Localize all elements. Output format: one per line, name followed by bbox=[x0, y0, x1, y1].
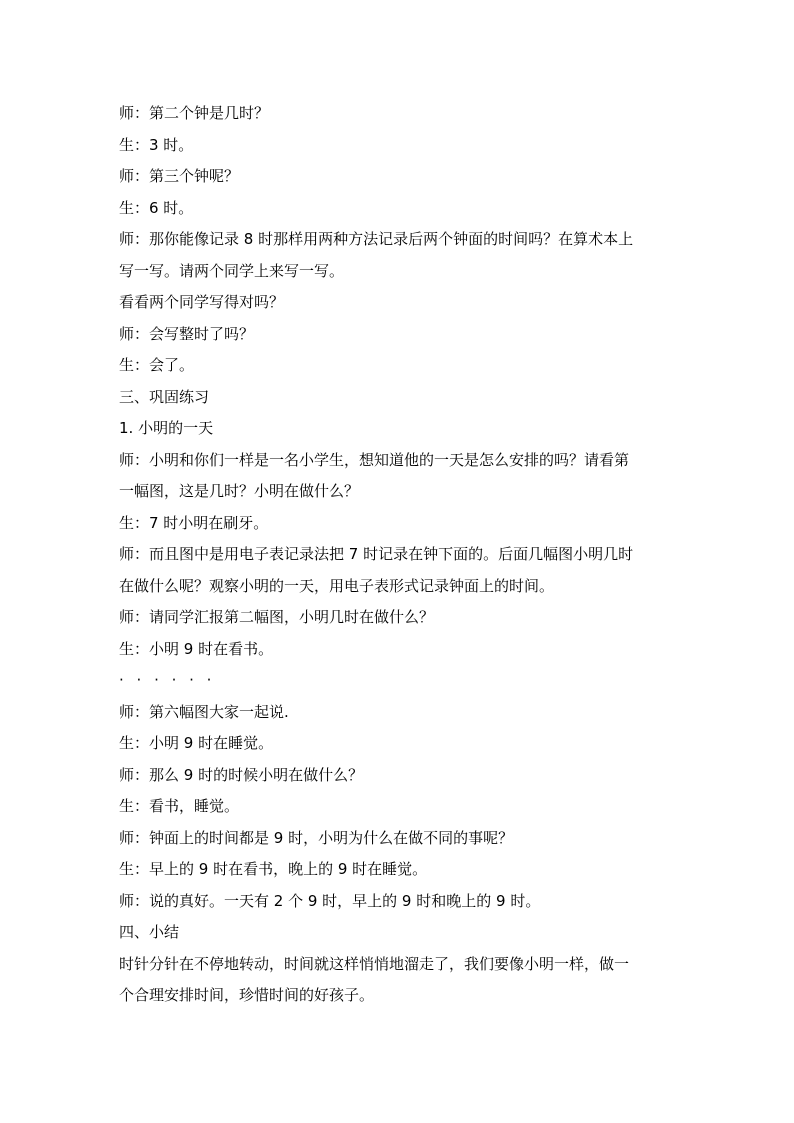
dialogue-line: 生：小明 9 时在睡觉。 bbox=[119, 734, 274, 752]
dialogue-line: 师：那你能像记录 8 时那样用两种方法记录后两个钟面的时间吗？在算术本上 bbox=[119, 230, 634, 248]
dialogue-line: 在做什么呢？观察小明的一天，用电子表形式记录钟面上的时间。 bbox=[119, 576, 555, 595]
dialogue-line: 师：钟面上的时间都是 9 时，小明为什么在做不同的事呢？ bbox=[119, 828, 514, 847]
dialogue-line: 生：3 时。 bbox=[119, 135, 194, 154]
dialogue-line: 生：小明 9 时在看书。 bbox=[119, 639, 274, 658]
dialogue-line: 生：会了。 bbox=[119, 356, 195, 374]
section-heading: 四、小结 bbox=[119, 923, 180, 941]
dialogue-line: 师：请同学汇报第二幅图，小明几时在做什么？ bbox=[119, 608, 435, 626]
dialogue-line: 师：说的真好。一天有 2 个 9 时，早上的 9 时和晚上的 9 时。 bbox=[119, 891, 541, 910]
dialogue-line: 师：第二个钟是几时？ bbox=[119, 104, 270, 122]
dialogue-line: 写一写。请两个同学上来写一写。 bbox=[119, 261, 345, 280]
dialogue-line: 师：小明和你们一样是一名小学生，想知道他的一天是怎么安排的吗？请看第 bbox=[119, 450, 630, 469]
dialogue-line: 生：早上的 9 时在看书，晚上的 9 时在睡觉。 bbox=[119, 860, 428, 878]
section-heading: 三、巩固练习 bbox=[119, 387, 210, 406]
dialogue-line: 师：第六幅图大家一起说. bbox=[119, 702, 289, 721]
paragraph-line: 看看两个同学写得对吗？ bbox=[119, 293, 285, 311]
dialogue-line: 生：7 时小明在刷牙。 bbox=[119, 513, 269, 532]
ellipsis-dots: · · · · · · bbox=[119, 671, 216, 689]
dialogue-line: 师：会写整时了吗？ bbox=[119, 324, 255, 343]
subsection-heading: 1. 小明的一天 bbox=[119, 419, 214, 437]
paragraph-line: 个合理安排时间，珍惜时间的好孩子。 bbox=[119, 986, 375, 1004]
paragraph-line: 时针分针在不停地转动，时间就这样悄悄地溜走了，我们要像小明一样，做一 bbox=[119, 954, 630, 973]
dialogue-line: 师：那么 9 时的时候小明在做什么？ bbox=[119, 765, 364, 784]
dialogue-line: 一幅图，这是几时？小明在做什么？ bbox=[119, 482, 360, 500]
dialogue-line: 生：6 时。 bbox=[119, 198, 194, 217]
document-body bbox=[119, 98, 675, 1012]
dialogue-line: 师：而且图中是用电子表记录法把 7 时记录在钟下面的。后面几幅图小明几时 bbox=[119, 545, 634, 563]
dialogue-line: 生：看书，睡觉。 bbox=[119, 797, 240, 815]
dialogue-line: 师：第三个钟呢？ bbox=[119, 167, 240, 185]
